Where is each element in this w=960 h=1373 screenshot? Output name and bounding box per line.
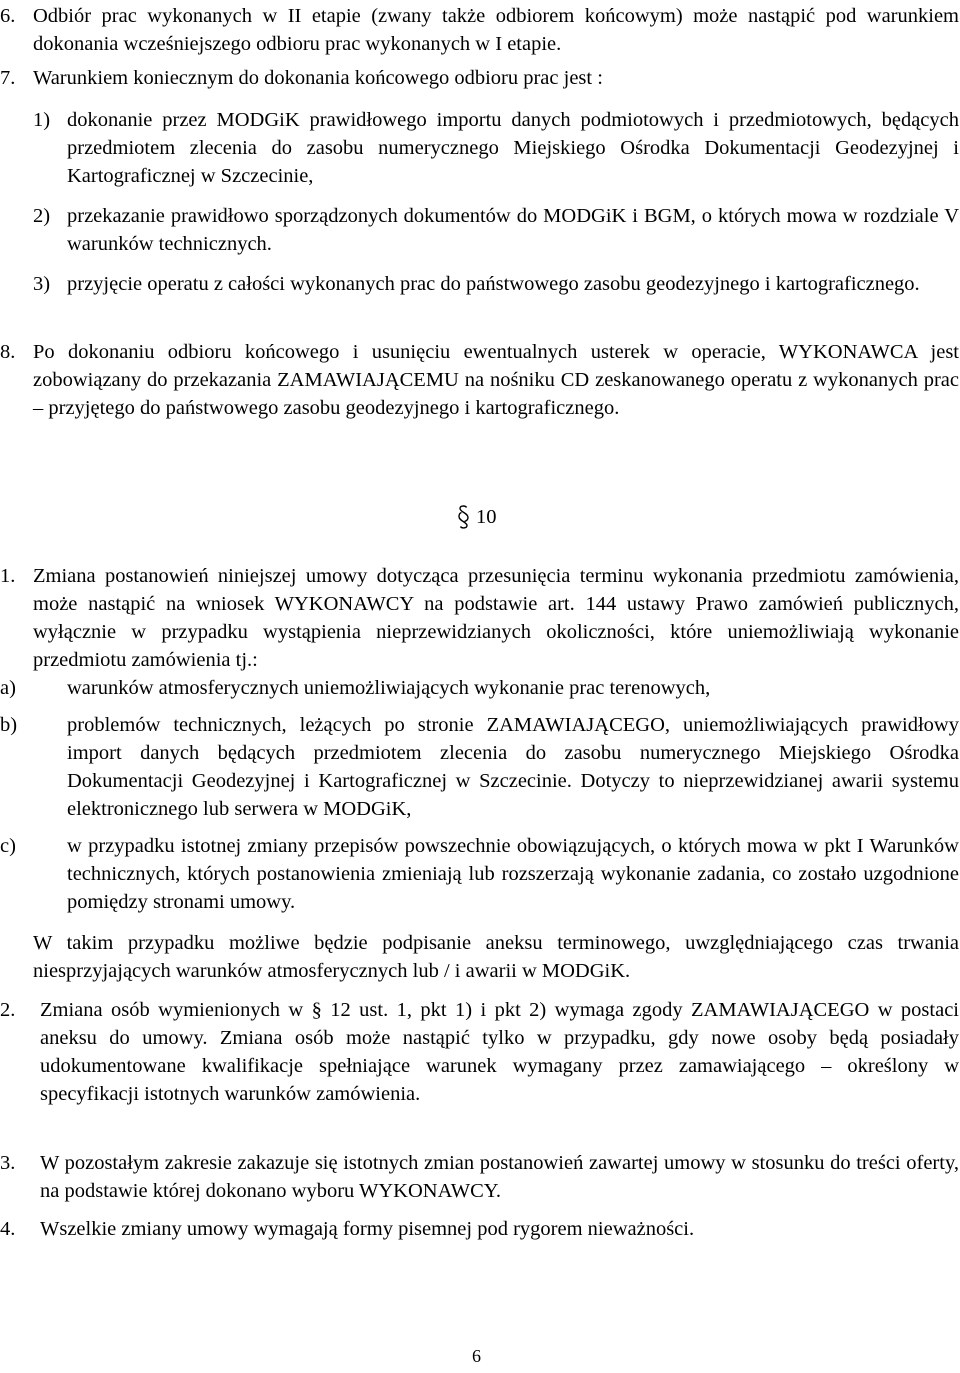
clause-text: W pozostałym zakresie zakazuje się istotnych zmian postanowień zawartej umowy w stosunku do treści oferty, na podstawie której dokonano wyboru WYKONAWCY. bbox=[40, 1152, 959, 1202]
subitem-text: problemów technicznych, leżących po stronie ZAMAWIAJĄCEGO, uniemożliwiających prawidłowy import danych będących przedmiotem zlecenia do zasobu numerycznego Miejskiego Ośrodka Dokumentacji Geodezyjnej i Kartograficznej w Szczecinie. Dotyczy to nieprzewidzianej awarii systemu elektronicznego lub serwera w MODGiK, bbox=[67, 714, 959, 820]
subitem-number: 3) bbox=[33, 273, 51, 295]
subitem-number: 1) bbox=[33, 109, 51, 131]
page-number: 6 bbox=[472, 1346, 481, 1366]
clause-7 bbox=[0, 64, 960, 92]
clause-text: Po dokonaniu odbioru końcowego i usunięciu ewentualnych usterek w operacie, WYKONAWCA jest zobowiązany do przekazania ZAMAWIAJĄCEMU na nośniku CD zeskanowanego operatu z wykonanych prac – przyjętego do państwowego zasobu geodezyjnego i kartograficznego. bbox=[33, 341, 959, 419]
clause-1-subitem-c bbox=[0, 832, 960, 916]
paragraph-10-clause-2 bbox=[0, 996, 960, 1108]
subitem-text: w przypadku istotnej zmiany przepisów powszechnie obowiązujących, o których mowa w pkt I Warunków technicznych, których postanowienia zmieniają lub rozszerzają wykonanie zadania, co zostało uzgodnione pomiędzy stronami umowy. bbox=[67, 835, 959, 913]
clause-text: Zmiana osób wymienionych w § 12 ust. 1, pkt 1) i pkt 2) wymaga zgody ZAMAWIAJĄCEGO w postaci aneksu do umowy. Zmiana osób może nastąpić tylko w przypadku, gdy nowe osoby będą posiadały udokumentowane kwalifikacje spełniające warunek wymagany przez zamawiającego – określony w specyfikacji istotnych warunków zamówienia. bbox=[40, 999, 959, 1105]
clause-7-subitem-1 bbox=[33, 106, 959, 190]
clause-number: 4. bbox=[0, 1218, 16, 1240]
section-heading bbox=[457, 503, 517, 531]
clause-text: Zmiana postanowień niniejszej umowy dotycząca przesunięcia terminu wykonania przedmiotu zamówienia, może nastąpić na wniosek WYKONAWCY na podstawie art. 144 ustawy Prawo zamówień publicznych, wyłącznie w przypadku wystąpienia nieprzewidzianych okoliczności, które uniemożliwiają wykonanie przedmiotu zamówienia tj.: bbox=[33, 565, 959, 671]
subitem-text: przyjęcie operatu z całości wykonanych prac do państwowego zasobu geodezyjnego i kartograficznego. bbox=[67, 273, 920, 295]
clause-number: 6. bbox=[0, 5, 16, 27]
subitem-number: 2) bbox=[33, 205, 51, 227]
section-number: 10 bbox=[476, 506, 497, 528]
clause-text: Odbiór prac wykonanych w II etapie (zwany także odbiorem końcowym) może nastąpić pod warunkiem dokonania wcześniejszego odbioru prac wykonanych w I etapie. bbox=[33, 5, 959, 55]
paragraph-10-clause-4 bbox=[0, 1215, 960, 1243]
clause-number: 7. bbox=[0, 67, 16, 89]
paragraph-10-clause-3 bbox=[0, 1149, 960, 1205]
clause-6 bbox=[0, 2, 960, 58]
section-sign-icon bbox=[457, 504, 470, 530]
clause-number: 3. bbox=[0, 1152, 16, 1174]
clause-1-closing bbox=[33, 929, 959, 985]
subitem-text: warunków atmosferycznych uniemożliwiających wykonanie prac terenowych, bbox=[67, 677, 711, 699]
clause-text: Warunkiem koniecznym do dokonania końcowego odbioru prac jest : bbox=[33, 67, 603, 89]
subitem-number: c) bbox=[0, 835, 16, 857]
subitem-text: przekazanie prawidłowo sporządzonych dokumentów do MODGiK i BGM, o których mowa w rozdziale V warunków technicznych. bbox=[67, 205, 959, 255]
clause-1-subitem-a bbox=[0, 674, 960, 702]
clause-number: 1. bbox=[0, 565, 16, 587]
clause-7-subitem-2 bbox=[33, 202, 959, 258]
closing-text: W takim przypadku możliwe będzie podpisanie aneksu terminowego, uwzględniającego czas trwania niesprzyjających warunków atmosferycznych lub / i awarii w MODGiK. bbox=[33, 932, 959, 982]
clause-number: 2. bbox=[0, 999, 16, 1021]
paragraph-10-clause-1 bbox=[0, 562, 960, 674]
clause-text: Wszelkie zmiany umowy wymagają formy pisemnej pod rygorem nieważności. bbox=[40, 1218, 695, 1240]
subitem-number: b) bbox=[0, 714, 18, 736]
clause-1-subitem-b bbox=[0, 711, 960, 823]
clause-7-subitem-3 bbox=[33, 270, 959, 298]
subitem-number: a) bbox=[0, 677, 16, 699]
subitem-text: dokonanie przez MODGiK prawidłowego importu danych podmiotowych i przedmiotowych, będących przedmiotem zlecenia do zasobu numerycznego Miejskiego Ośrodka Dokumentacji Geodezyjnej i Kartograficznej w Szczecinie, bbox=[67, 109, 959, 187]
clause-number: 8. bbox=[0, 341, 16, 363]
clause-8 bbox=[0, 338, 960, 422]
